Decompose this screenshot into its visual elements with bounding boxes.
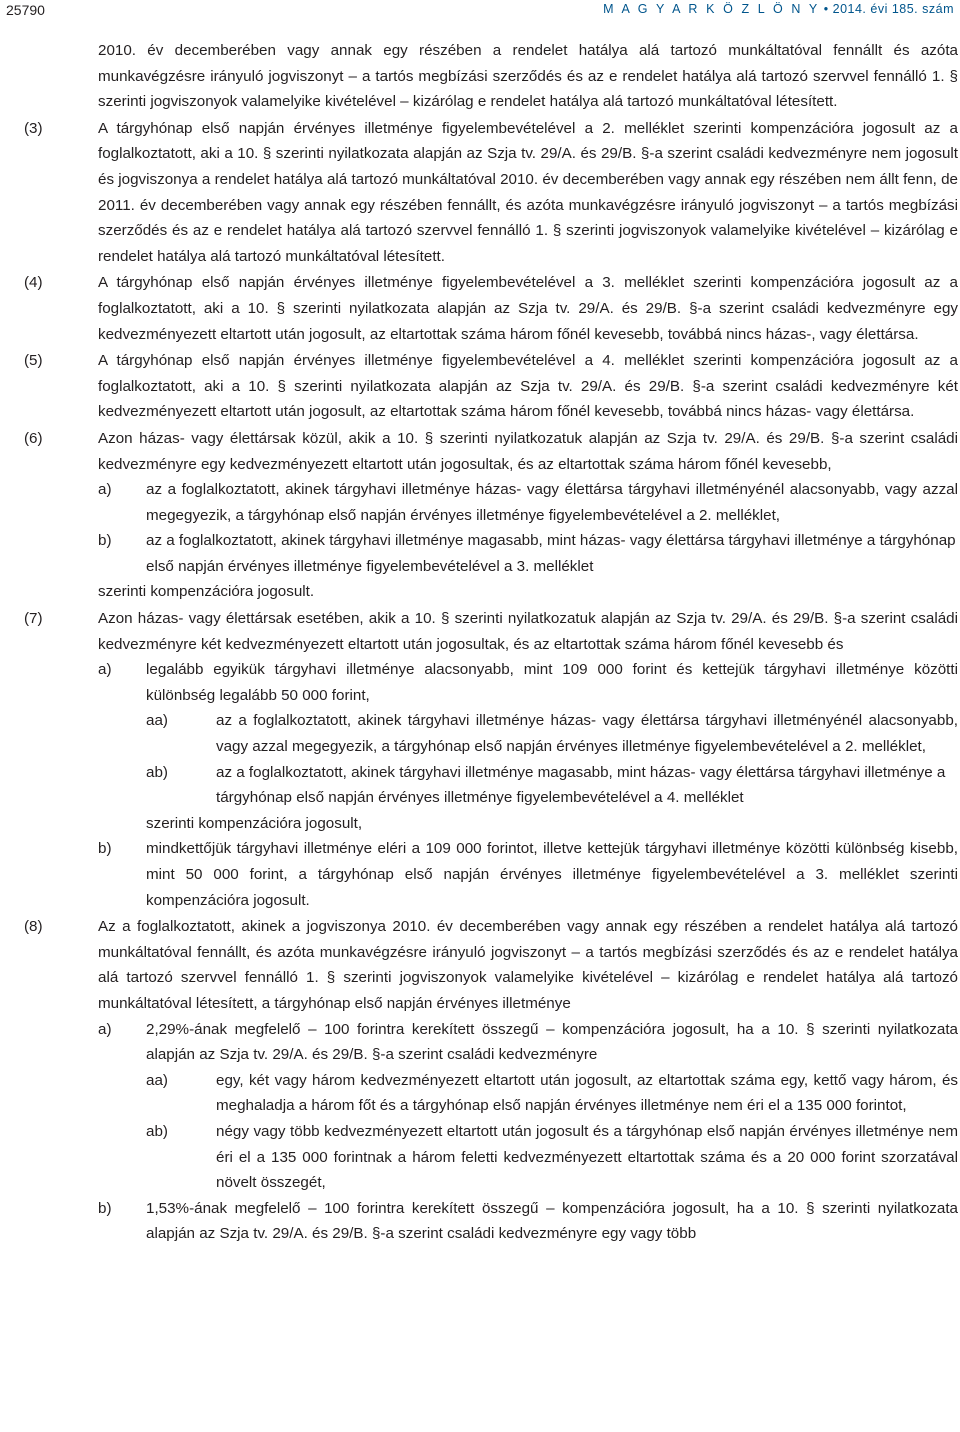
paragraph-text: Azon házas- vagy élettársak közül, akik a 10. § szerinti nyilatkozatuk alapján az Szja tv. 29/A. és 29/B. §-a szerint családi kedvezményre egy kedvezményezett eltartott után jogosultak, és az eltartottak száma három főnél kevesebb,	[98, 429, 958, 473]
paragraph-number: (6)	[24, 429, 43, 447]
item-text: 1,53%-ának megfelelő – 100 forintra kerekített összegű – kompenzációra jogosult, ha a 10. § szerinti nyilatkozata alapján az Szja tv. 29/A. és 29/B. §-a szerint családi kedvezményre egy vagy több	[146, 1199, 958, 1243]
sub-item-ab	[98, 760, 958, 811]
paragraph-8	[24, 914, 958, 1247]
intro-paragraph: 2010. év decemberében vagy annak egy részében a rendelet hatálya alá tartozó munkáltatóval fennállt és azóta munkavégzésre irányuló jogviszonyt – a tartós megbízási szerződés és az e rendelet hatálya alá tartozó szervvel fennálló 1. § szerinti jogviszonyok valamelyike kivételével – kizárólag e rendelet hatálya alá tartozó munkáltatóval létesített.	[98, 42, 958, 111]
item-label: b)	[98, 532, 112, 550]
item-label: a)	[98, 1020, 112, 1038]
running-head	[603, 2, 954, 16]
paragraph-number: (8)	[24, 918, 43, 936]
paragraph-text: A tárgyhónap első napján érvényes illetménye figyelembevételével a 2. melléklet szerinti kompenzációra jogosult az a foglalkoztatott, aki a 10. § szerinti nyilatkozata alapján az Szja tv. 29/A. és 29/B. §-a szerint családi kedvezményre nem jogosult és jogviszonya a rendelet hatálya alá tartozó munkáltatóval 2010. év decemberében vagy annak egy részében nem állt fenn, de 2011. év decemberében vagy annak egy részében fennállt, és azóta munkavégzésre irányuló jogviszonyt – a tartós megbízási szerződés és az e rendelet hatálya alá tartozó szervvel fennálló 1. § szerinti jogviszonyok valamelyike kivételével – kizárólag e rendelet hatálya alá tartozó munkáltatóval létesített.	[98, 119, 958, 265]
item-text: az a foglalkoztatott, akinek tárgyhavi illetménye magasabb, mint házas- vagy élettársa tárgyhavi illetménye a tárgyhónap első napján érvényes illetménye figyelembevételével a 3. melléklet	[146, 532, 956, 575]
item-label: a)	[98, 661, 112, 679]
paragraph-text: A tárgyhónap első napján érvényes illetménye figyelembevételével a 3. melléklet szerinti kompenzációra jogosult az a foglalkoztatott, aki a 10. § szerinti nyilatkozata alapján az Szja tv. 29/A. és 29/B. §-a szerint családi kedvezményre egy kedvezményezett eltartott után jogosult, az eltartottak száma három főnél kevesebb, továbbá nincs házas-, vagy élettársa.	[98, 274, 958, 343]
paragraph-text: Az a foglalkoztatott, akinek a jogviszonya 2010. év decemberében vagy annak egy részében a rendelet hatálya alá tartozó munkáltatóval fennállt, és azóta munkavégzésre irányuló jogviszonyt – a tartós megbízási szerződés és az e rendelet hatálya alá tartozó szervvel fennálló 1. § szerinti jogviszonyok valamelyike kivételével – kizárólag e rendelet hatálya alá tartozó munkáltatóval létesített, a tárgyhónap első napján érvényes illetménye	[98, 918, 958, 1012]
sub-item-label: ab)	[146, 763, 168, 781]
paragraph-number: (3)	[24, 119, 43, 137]
item-text: 2,29%-ának megfelelő – 100 forintra kerekített összegű – kompenzációra jogosult, ha a 10. § szerinti nyilatkozata alapján az Szja tv. 29/A. és 29/B. §-a szerint családi kedvezményre	[146, 1020, 958, 1064]
document-body	[24, 38, 958, 1247]
paragraph-number: (5)	[24, 352, 43, 370]
sub-item-text: az a foglalkoztatott, akinek tárgyhavi illetménye magasabb, mint házas- vagy élettársa tárgyhavi illetménye a tárgyhónap első napján érvényes illetménye figyelembevételével a 4. melléklet	[216, 763, 946, 807]
page-number: 25790	[6, 2, 45, 18]
journal-name: M A G Y A R K Ö Z L Ö N Y	[603, 2, 820, 16]
item-text: legalább egyikük tárgyhavi illetménye alacsonyabb, mint 109 000 forint és kettejük tárgyhavi illetménye közötti különbség legalább 50 000 forint,	[146, 661, 958, 704]
paragraph-text: A tárgyhónap első napján érvényes illetménye figyelembevételével a 4. melléklet szerinti kompenzációra jogosult az a foglalkoztatott, aki a 10. § szerinti nyilatkozata alapján az Szja tv. 29/A. és 29/B. §-a szerint családi kedvezményre két kedvezményezett eltartott után jogosult, az eltartottak száma három főnél kevesebb, továbbá nincs házas- vagy élettársa.	[98, 352, 958, 421]
list-item-a	[98, 657, 958, 708]
paragraph-3	[24, 116, 958, 270]
sub-item-text: négy vagy több kedvezményezett eltartott után jogosult és a tárgyhónap első napján érvényes illetménye nem éri el a 135 000 forintnak a három feletti kedvezményezett eltartottak száma és a 20 000 forint szorzatával növelt összegét,	[216, 1122, 958, 1192]
item-text: mindkettőjük tárgyhavi illetménye eléri a 109 000 forintot, illetve kettejük tárgyhavi illetménye közötti különbség kisebb, mint 50 000 forint, a tárgyhónap első napján érvényes illetménye figyelembevételével a 3. melléklet szerinti kompenzációra jogosult.	[146, 840, 958, 909]
paragraph-6	[24, 426, 958, 605]
paragraph-number: (7)	[24, 610, 43, 628]
paragraph-content	[98, 426, 958, 605]
sub-item-label: aa)	[146, 712, 168, 730]
paragraph-content	[98, 606, 958, 913]
sub-item-label: ab)	[146, 1122, 168, 1140]
sub-item-aa	[98, 708, 958, 759]
paragraph-tail: szerinti kompenzációra jogosult.	[98, 583, 315, 601]
list-item-a	[98, 1017, 958, 1068]
sub-item-label: aa)	[146, 1071, 168, 1089]
sub-item-text: az a foglalkoztatott, akinek tárgyhavi illetménye házas- vagy élettársa tárgyhavi illetményénél alacsonyabb, vagy azzal megegyezik, a tárgyhónap első napján érvényes illetménye figyelembevételével a 2. melléklet,	[216, 712, 958, 756]
item-label: b)	[98, 840, 112, 858]
paragraph-text: Azon házas- vagy élettársak esetében, akik a 10. § szerinti nyilatkozatuk alapján az Szja tv. 29/A. és 29/B. §-a szerint családi kedvezményre két kedvezményezett eltartott után jogosultak, és az eltartottak száma három főnél kevesebb és	[98, 610, 958, 653]
item-label: b)	[98, 1199, 112, 1217]
item-text: az a foglalkoztatott, akinek tárgyhavi illetménye házas- vagy élettársa tárgyhavi illetményénél alacsonyabb, vagy azzal megegyezik, a tárgyhónap első napján érvényes illetménye figyelembevételével a 2. melléklet,	[146, 481, 958, 524]
sub-item-text: egy, két vagy három kedvezményezett eltartott után jogosult, az eltartottak száma egy, kettő vagy három, és meghaladja a három főt és a tárgyhónap első napján érvényes illetménye nem éri el a 135 000 forintot,	[216, 1071, 958, 1115]
paragraph-5	[24, 348, 958, 425]
sub-item-ab	[98, 1119, 958, 1196]
issue-info: • 2014. évi 185. szám	[823, 2, 954, 16]
paragraph-number: (4)	[24, 274, 43, 292]
list-item-a	[98, 477, 958, 528]
sub-item-aa	[98, 1068, 958, 1119]
item-tail: szerinti kompenzációra jogosult,	[146, 814, 363, 832]
paragraph-4	[24, 270, 958, 347]
list-item-b	[98, 528, 958, 579]
list-item-b	[98, 1196, 958, 1247]
item-label: a)	[98, 481, 112, 499]
paragraph-7	[24, 606, 958, 913]
page-header	[0, 0, 960, 24]
list-item-b	[98, 836, 958, 913]
paragraph-content	[98, 914, 958, 1247]
